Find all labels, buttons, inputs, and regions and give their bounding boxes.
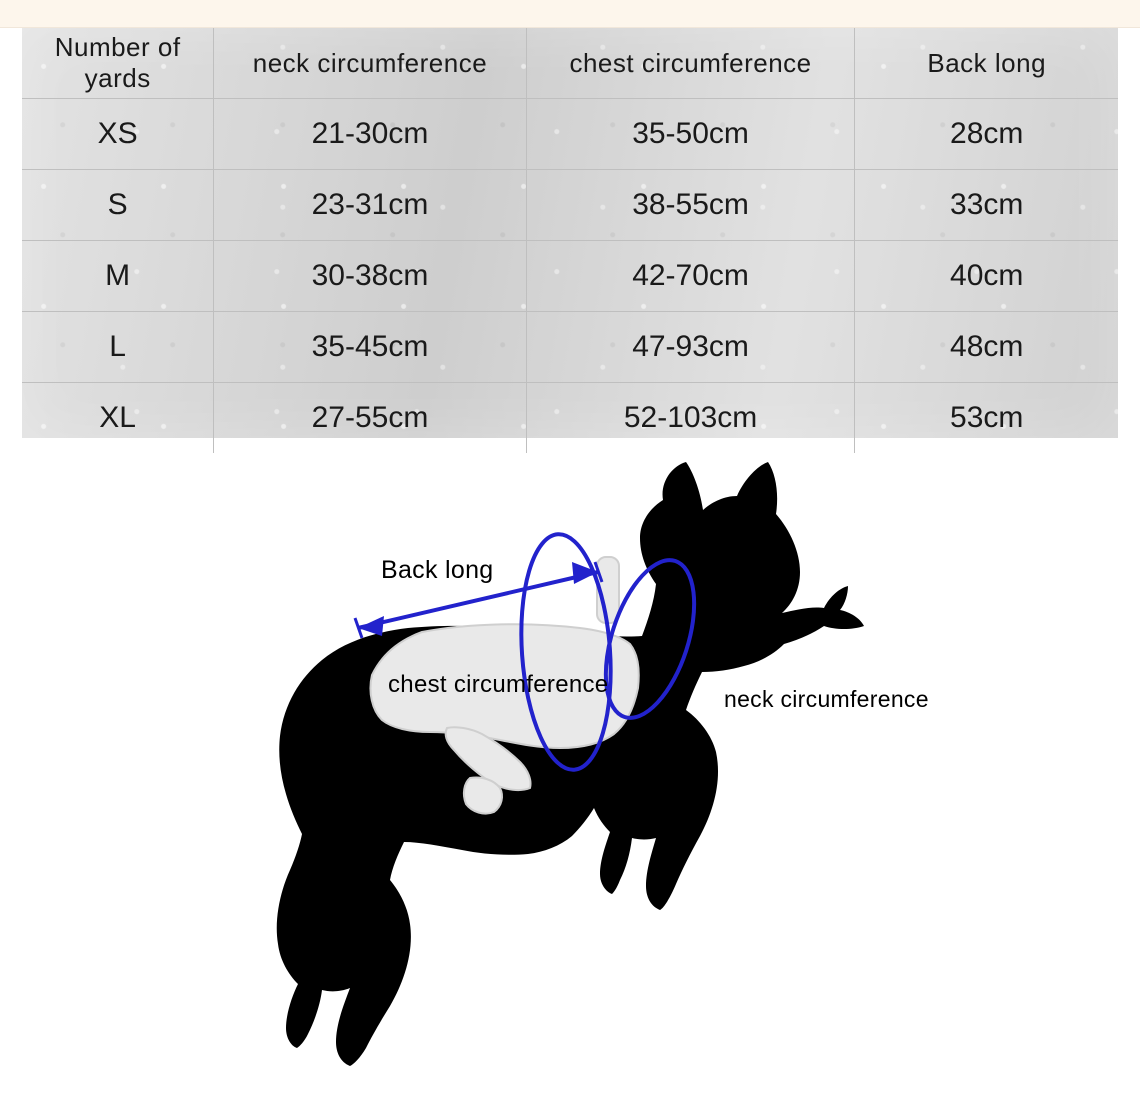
cell-neck: 30-38cm xyxy=(214,241,526,312)
cell-back: 33cm xyxy=(855,170,1118,241)
table-body xyxy=(22,99,1118,454)
cell-back: 53cm xyxy=(855,383,1118,454)
column-header-chest: chest circumference xyxy=(526,28,855,99)
column-header-back: Back long xyxy=(855,28,1118,99)
label-neck-circumference: neck circumference xyxy=(724,686,929,712)
column-header-neck: neck circumference xyxy=(214,28,526,99)
cell-size: L xyxy=(22,312,214,383)
table-row xyxy=(22,99,1118,170)
cell-back: 28cm xyxy=(855,99,1118,170)
cell-neck: 35-45cm xyxy=(214,312,526,383)
cell-chest: 35-50cm xyxy=(526,99,855,170)
cell-size: S xyxy=(22,170,214,241)
column-header-size: Number of yards xyxy=(22,28,214,99)
cell-chest: 52-103cm xyxy=(526,383,855,454)
top-banner-strip xyxy=(0,0,1140,28)
cell-neck: 23-31cm xyxy=(214,170,526,241)
cell-chest: 47-93cm xyxy=(526,312,855,383)
cell-back: 48cm xyxy=(855,312,1118,383)
cell-chest: 38-55cm xyxy=(526,170,855,241)
cell-chest: 42-70cm xyxy=(526,241,855,312)
cell-neck: 21-30cm xyxy=(214,99,526,170)
table-row xyxy=(22,312,1118,383)
cell-size: XL xyxy=(22,383,214,454)
measurement-diagram xyxy=(0,440,1140,1119)
label-back-long: Back long xyxy=(381,556,494,584)
table-header-row xyxy=(22,28,1118,99)
cell-size: XS xyxy=(22,99,214,170)
table-row xyxy=(22,241,1118,312)
label-chest-circumference: chest circumference xyxy=(388,671,609,698)
cell-back: 40cm xyxy=(855,241,1118,312)
dog-silhouette xyxy=(277,462,864,1066)
table-row xyxy=(22,170,1118,241)
size-table-container xyxy=(22,28,1118,438)
table-header xyxy=(22,28,1118,99)
cell-neck: 27-55cm xyxy=(214,383,526,454)
size-table xyxy=(22,28,1118,453)
cell-size: M xyxy=(22,241,214,312)
